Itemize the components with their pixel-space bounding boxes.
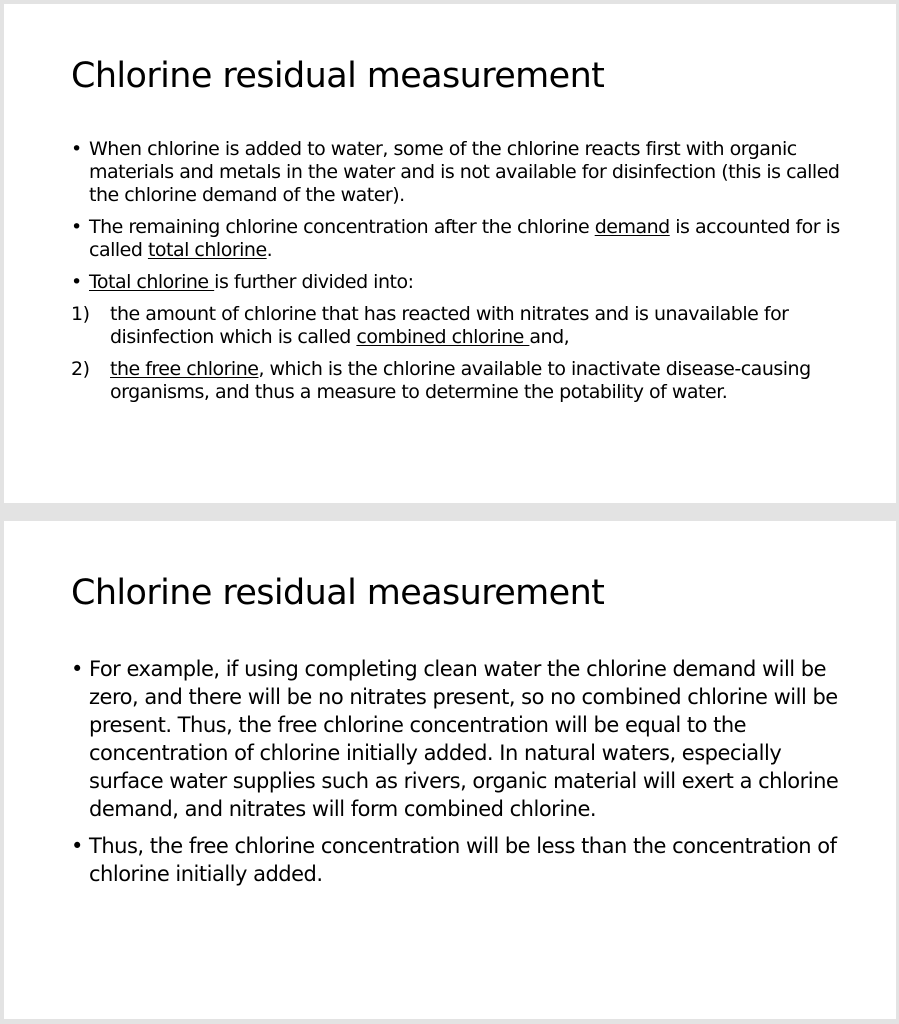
- bullet-item: [71, 832, 846, 888]
- item-number: 2): [71, 358, 90, 380]
- bullet-marker: •: [71, 216, 82, 238]
- slide-title: Chlorine residual measurement: [71, 573, 605, 613]
- slide-2: [4, 521, 896, 1019]
- numbered-text: the amount of chlorine that has reacted with nitrates and is unavailable for disinfection which is called: [110, 303, 789, 348]
- bullet-text: The remaining chlorine concentration after the chlorine: [89, 216, 595, 238]
- numbered-text: and,: [529, 326, 570, 348]
- slide-1: [4, 4, 896, 503]
- underlined-term-demand: demand: [594, 216, 670, 238]
- bullet-item: [71, 271, 846, 294]
- slide-content: [71, 655, 846, 897]
- numbered-item: [71, 303, 846, 349]
- bullet-marker: •: [71, 138, 82, 160]
- bullet-item: [71, 216, 846, 262]
- bullet-item: [71, 655, 846, 823]
- bullet-marker: •: [71, 657, 83, 681]
- slide-title: Chlorine residual measurement: [71, 56, 605, 96]
- bullet-text: For example, if using completing clean water the chlorine demand will be zero, and there will be no nitrates present, so no combined chlorine will be present. Thus, the free chlorine concentration will be equal to the concentration of chlorine initially added. In natural waters, especially surface water supplies such as rivers, organic material will exert a chlorine demand, and nitrates will form combined chlorine.: [89, 657, 839, 821]
- item-number: 1): [71, 303, 90, 325]
- slide-content: [71, 138, 846, 413]
- bullet-text: is accounted for is called: [89, 216, 840, 261]
- bullet-text: When chlorine is added to water, some of the chlorine reacts first with organic materials and metals in the water and is not available for disinfection (this is called the chlorine demand of the water).: [89, 138, 840, 206]
- bullet-text: Thus, the free chlorine concentration will be less than the concentration of chlorine initially added.: [89, 834, 837, 886]
- underlined-term-free-chlorine: the free chlorine: [110, 358, 259, 380]
- underlined-term-total-chlorine: total chlorine: [147, 239, 267, 261]
- underlined-term-total-chlorine: Total chlorine: [89, 271, 215, 293]
- bullet-marker: •: [71, 834, 83, 858]
- numbered-item: [71, 358, 846, 404]
- bullet-text: .: [266, 239, 273, 261]
- underlined-term-combined-chlorine: combined chlorine: [356, 326, 530, 348]
- bullet-item: [71, 138, 846, 207]
- bullet-text: is further divided into:: [214, 271, 414, 293]
- numbered-text: , which is the chlorine available to inactivate disease-causing organisms, and thus a measure to determine the potability of water.: [110, 358, 811, 403]
- bullet-marker: •: [71, 271, 82, 293]
